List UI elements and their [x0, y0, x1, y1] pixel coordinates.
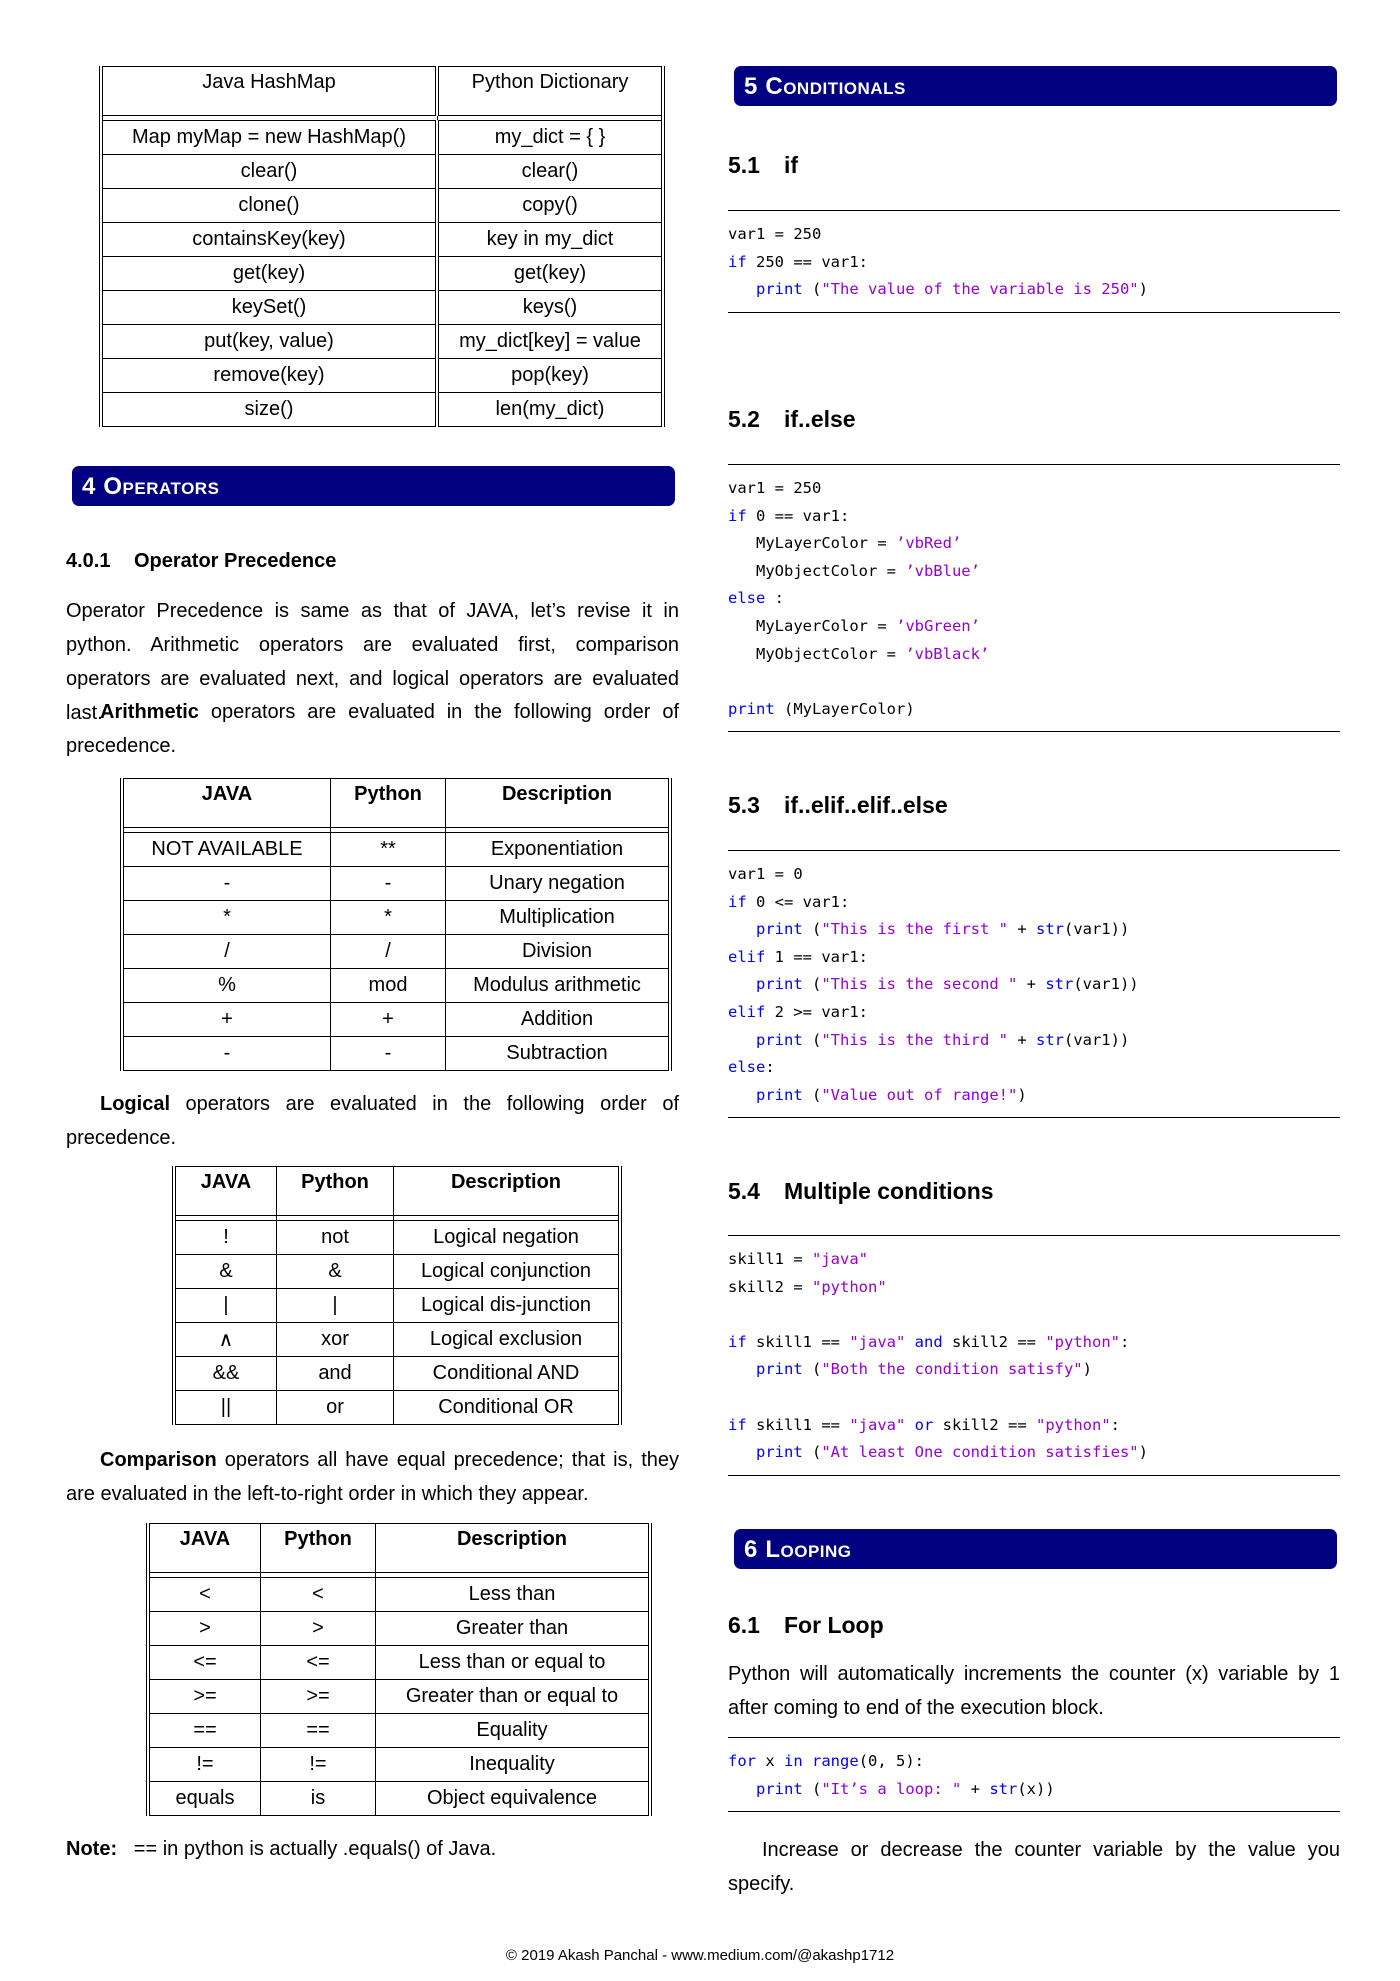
subsection-title: if..else: [784, 406, 856, 432]
arithmetic-label: Arithmetic: [100, 701, 199, 723]
table-cell: Division: [446, 935, 671, 969]
table-cell: mod: [331, 969, 446, 1003]
intro-paragraph: Operator Precedence is same as that of JAVA, let’s revise it in python. Arithmetic operators are evaluated first, comparison operators are evaluated next, and logical operators are evaluated last.: [66, 600, 679, 724]
table-row: [122, 1037, 670, 1071]
table-row: [148, 1646, 650, 1680]
table-row: [122, 969, 670, 1003]
code-line: MyObjectColor = ’vbBlack’: [756, 644, 990, 663]
code-block-for-loop: [728, 1737, 1340, 1812]
code-block-if-else: [728, 464, 1340, 732]
table-cell: Map myMap = new HashMap(): [101, 121, 437, 155]
note-text: == in python is actually .equals() of Java.: [133, 1838, 497, 1860]
subsection-number: 6.1: [728, 1612, 760, 1638]
table-row: [148, 1782, 650, 1816]
table-cell: <=: [148, 1646, 261, 1680]
table-cell: Logical conjunction: [394, 1255, 621, 1289]
table-cell: xor: [277, 1323, 394, 1357]
comparison-operators-table: [146, 1523, 652, 1816]
code-line: skill2 = "python": [728, 1277, 887, 1296]
table-cell: keySet(): [101, 291, 437, 325]
code-line: if 0 == var1:: [728, 506, 850, 525]
subsection-title: if..elif..elif..else: [784, 792, 948, 818]
table-cell: key in my_dict: [437, 223, 663, 257]
subsection-number: 4.0.1: [66, 550, 111, 572]
table-cell: <=: [261, 1646, 376, 1680]
table-row: [101, 393, 663, 427]
table-cell: and: [277, 1357, 394, 1391]
table-cell: Greater than: [376, 1612, 651, 1646]
subsection-number: 5.3: [728, 792, 760, 818]
subsection-number: 5.4: [728, 1178, 760, 1204]
table-cell: |: [174, 1289, 277, 1323]
table-row: [122, 833, 670, 867]
table-cell: JAVA: [174, 1167, 277, 1216]
table-cell: Greater than or equal to: [376, 1680, 651, 1714]
code-block-elif: [728, 850, 1340, 1118]
table-row: [148, 1612, 650, 1646]
table-cell: equals: [148, 1782, 261, 1816]
table-cell: my_dict = { }: [437, 121, 663, 155]
logical-operators-table: [172, 1166, 622, 1425]
code-line: print ("This is the second " + str(var1)): [756, 975, 1139, 994]
table-cell: -: [122, 1037, 331, 1071]
code-line: var1 = 250: [728, 479, 822, 497]
code-line: [728, 1384, 1340, 1412]
table-cell: >: [261, 1612, 376, 1646]
arithmetic-paragraph: [66, 695, 679, 763]
table-row: [174, 1255, 620, 1289]
table-cell: clone(): [101, 189, 437, 223]
logical-text: operators are evaluated in the following order of precedence.: [66, 1093, 679, 1149]
code-line: elif 1 == var1:: [728, 947, 868, 966]
table-cell: !: [174, 1221, 277, 1255]
code-line: else:: [728, 1058, 775, 1077]
code-line: MyLayerColor = ’vbGreen’: [756, 616, 980, 635]
table-cell: keys(): [437, 291, 663, 325]
table-cell: Logical exclusion: [394, 1323, 621, 1357]
section-number: 6: [744, 1536, 758, 1563]
table-row: [148, 1680, 650, 1714]
code-block-if: [728, 210, 1340, 313]
table-cell: -: [331, 1037, 446, 1071]
code-line: if 0 <= var1:: [728, 892, 850, 911]
table-cell: or: [277, 1391, 394, 1425]
table-cell: <: [148, 1578, 261, 1612]
table-cell: *: [331, 901, 446, 935]
subsection-title: if: [784, 152, 799, 178]
code-line: print ("This is the first " + str(var1)): [756, 920, 1130, 939]
arithmetic-text: operators are evaluated in the following order of precedence.: [66, 701, 679, 757]
code-line: MyObjectColor = ’vbBlue’: [756, 561, 980, 580]
code-line: print ("Both the condition satisfy"): [756, 1360, 1092, 1379]
section-6-header: [734, 1529, 1337, 1569]
section-5-header: [734, 66, 1337, 106]
code-line: if 250 == var1:: [728, 252, 868, 271]
table-cell: Description: [446, 779, 671, 828]
section-number: 4: [82, 473, 96, 500]
for-loop-paragraph: Python will automatically increments the counter (x) variable by 1 after coming to end of the execution block.: [728, 1663, 1340, 1719]
table-cell: Logical dis-junction: [394, 1289, 621, 1323]
table-cell: size(): [101, 393, 437, 427]
table-cell: Description: [394, 1167, 621, 1216]
table-cell: containsKey(key): [101, 223, 437, 257]
table-row: [148, 1714, 650, 1748]
table-cell: get(key): [437, 257, 663, 291]
table-row: [101, 291, 663, 325]
table-row: [101, 325, 663, 359]
table-cell: >=: [261, 1680, 376, 1714]
subsection-5-1-heading: [728, 152, 798, 179]
table-cell: Object equivalence: [376, 1782, 651, 1816]
table-cell: <: [261, 1578, 376, 1612]
section-4-header: [72, 466, 675, 506]
table-cell: clear(): [101, 155, 437, 189]
table-cell: len(my_dict): [437, 393, 663, 427]
table-row: [101, 189, 663, 223]
table-cell: &: [277, 1255, 394, 1289]
table-cell: Python: [261, 1524, 376, 1573]
table-cell: is: [261, 1782, 376, 1816]
arithmetic-operators-table: [120, 778, 672, 1071]
subsection-number: 5.1: [728, 152, 760, 178]
table-cell: Equality: [376, 1714, 651, 1748]
table-cell: +: [122, 1003, 331, 1037]
table-cell: NOT AVAILABLE: [122, 833, 331, 867]
table-cell: /: [331, 935, 446, 969]
table-cell: Conditional OR: [394, 1391, 621, 1425]
table-cell: **: [331, 833, 446, 867]
table-row: [101, 155, 663, 189]
table-cell: %: [122, 969, 331, 1003]
page-footer: © 2019 Akash Panchal - www.medium.com/@akashp1712: [505, 1947, 895, 1964]
table-cell: remove(key): [101, 359, 437, 393]
table-cell: Modulus arithmetic: [446, 969, 671, 1003]
section-title: Looping: [765, 1536, 852, 1563]
table-cell: |: [277, 1289, 394, 1323]
code-line: var1 = 0: [728, 865, 803, 883]
subsection-5-2-heading: [728, 406, 856, 433]
table-row: [122, 935, 670, 969]
table-cell: ∧: [174, 1323, 277, 1357]
table-row: [174, 1323, 620, 1357]
table-row: [148, 1748, 650, 1782]
hashmap-table: [99, 66, 665, 427]
code-line: [728, 1301, 1340, 1329]
table-cell: !=: [148, 1748, 261, 1782]
table-header-row: [148, 1524, 650, 1573]
table-cell: *: [122, 901, 331, 935]
table-cell: -: [122, 867, 331, 901]
table-cell: /: [122, 935, 331, 969]
table-row: [174, 1357, 620, 1391]
table-cell: Multiplication: [446, 901, 671, 935]
subsection-6-1-heading: [728, 1612, 884, 1639]
section-title: Operators: [103, 473, 220, 500]
subsection-title: For Loop: [784, 1612, 884, 1638]
code-line: if skill1 == "java" or skill2 == "python":: [728, 1415, 1120, 1434]
table-row: [101, 257, 663, 291]
table-cell: Exponentiation: [446, 833, 671, 867]
subsection-5-4-heading: [728, 1178, 994, 1205]
table-cell: Python: [277, 1167, 394, 1216]
table-cell: !=: [261, 1748, 376, 1782]
section-title: Conditionals: [765, 73, 906, 100]
table-cell: pop(key): [437, 359, 663, 393]
logical-paragraph: [66, 1087, 679, 1155]
code-line: else :: [728, 589, 784, 608]
code-line: print ("At least One condition satisfies"): [756, 1443, 1148, 1462]
subsection-5-3-heading: [728, 792, 948, 819]
code-line: [728, 668, 1340, 696]
table-row: [101, 359, 663, 393]
subsection-number: 5.2: [728, 406, 760, 432]
table-cell: ==: [148, 1714, 261, 1748]
table-cell: not: [277, 1221, 394, 1255]
table-cell: Java HashMap: [101, 67, 437, 116]
table-cell: Subtraction: [446, 1037, 671, 1071]
table-cell: ||: [174, 1391, 277, 1425]
logical-label: Logical: [100, 1093, 171, 1115]
code-line: print ("It’s a loop: " + str(x)): [756, 1779, 1055, 1798]
subsection-4-0-1-heading: [66, 550, 336, 573]
table-cell: JAVA: [122, 779, 331, 828]
code-line: if skill1 == "java" and skill2 == "python":: [728, 1332, 1130, 1351]
code-line: for x in range(0, 5):: [728, 1752, 925, 1770]
note: [66, 1832, 679, 1866]
subsection-title: Multiple conditions: [784, 1178, 994, 1204]
table-cell: clear(): [437, 155, 663, 189]
table-cell: Logical negation: [394, 1221, 621, 1255]
table-cell: Inequality: [376, 1748, 651, 1782]
table-header-row: [122, 779, 670, 828]
section-number: 5: [744, 73, 758, 100]
code-line: var1 = 250: [728, 225, 822, 243]
table-cell: Description: [376, 1524, 651, 1573]
code-line: print ("This is the third " + str(var1)): [756, 1030, 1130, 1049]
table-cell: >=: [148, 1680, 261, 1714]
table-cell: my_dict[key] = value: [437, 325, 663, 359]
note-label: Note:: [66, 1838, 118, 1860]
table-header-row: [101, 67, 663, 116]
table-cell: +: [331, 1003, 446, 1037]
table-cell: -: [331, 867, 446, 901]
table-cell: Python: [331, 779, 446, 828]
code-line: MyLayerColor = ’vbRed’: [756, 534, 962, 553]
table-cell: &&: [174, 1357, 277, 1391]
code-line: skill1 = "java": [728, 1250, 868, 1268]
table-cell: &: [174, 1255, 277, 1289]
table-cell: Python Dictionary: [437, 67, 663, 116]
table-row: [174, 1289, 620, 1323]
table-row: [101, 121, 663, 155]
table-cell: Addition: [446, 1003, 671, 1037]
table-row: [122, 867, 670, 901]
table-cell: JAVA: [148, 1524, 261, 1573]
increment-paragraph: Increase or decrease the counter variable by the value you specify.: [728, 1839, 1340, 1895]
comparison-paragraph: [66, 1443, 679, 1511]
table-cell: Unary negation: [446, 867, 671, 901]
table-cell: >: [148, 1612, 261, 1646]
code-line: print (MyLayerColor): [728, 699, 915, 718]
table-row: [101, 223, 663, 257]
subsection-title: Operator Precedence: [134, 550, 337, 572]
table-header-row: [174, 1167, 620, 1216]
table-cell: ==: [261, 1714, 376, 1748]
code-block-multiple-conditions: [728, 1235, 1340, 1476]
table-cell: Conditional AND: [394, 1357, 621, 1391]
table-cell: get(key): [101, 257, 437, 291]
code-line: print ("Value out of range!"): [756, 1085, 1027, 1104]
code-line: elif 2 >= var1:: [728, 1002, 868, 1021]
table-row: [148, 1578, 650, 1612]
table-row: [174, 1391, 620, 1425]
table-cell: Less than: [376, 1578, 651, 1612]
comparison-label: Comparison: [100, 1449, 217, 1471]
table-cell: Less than or equal to: [376, 1646, 651, 1680]
table-row: [174, 1221, 620, 1255]
code-line: print ("The value of the variable is 250"): [756, 280, 1148, 299]
comparison-text: operators all have equal precedence; that is, they are evaluated in the left-to-right order in which they appear.: [66, 1449, 679, 1505]
table-row: [122, 1003, 670, 1037]
table-row: [122, 901, 670, 935]
table-cell: copy(): [437, 189, 663, 223]
table-cell: put(key, value): [101, 325, 437, 359]
